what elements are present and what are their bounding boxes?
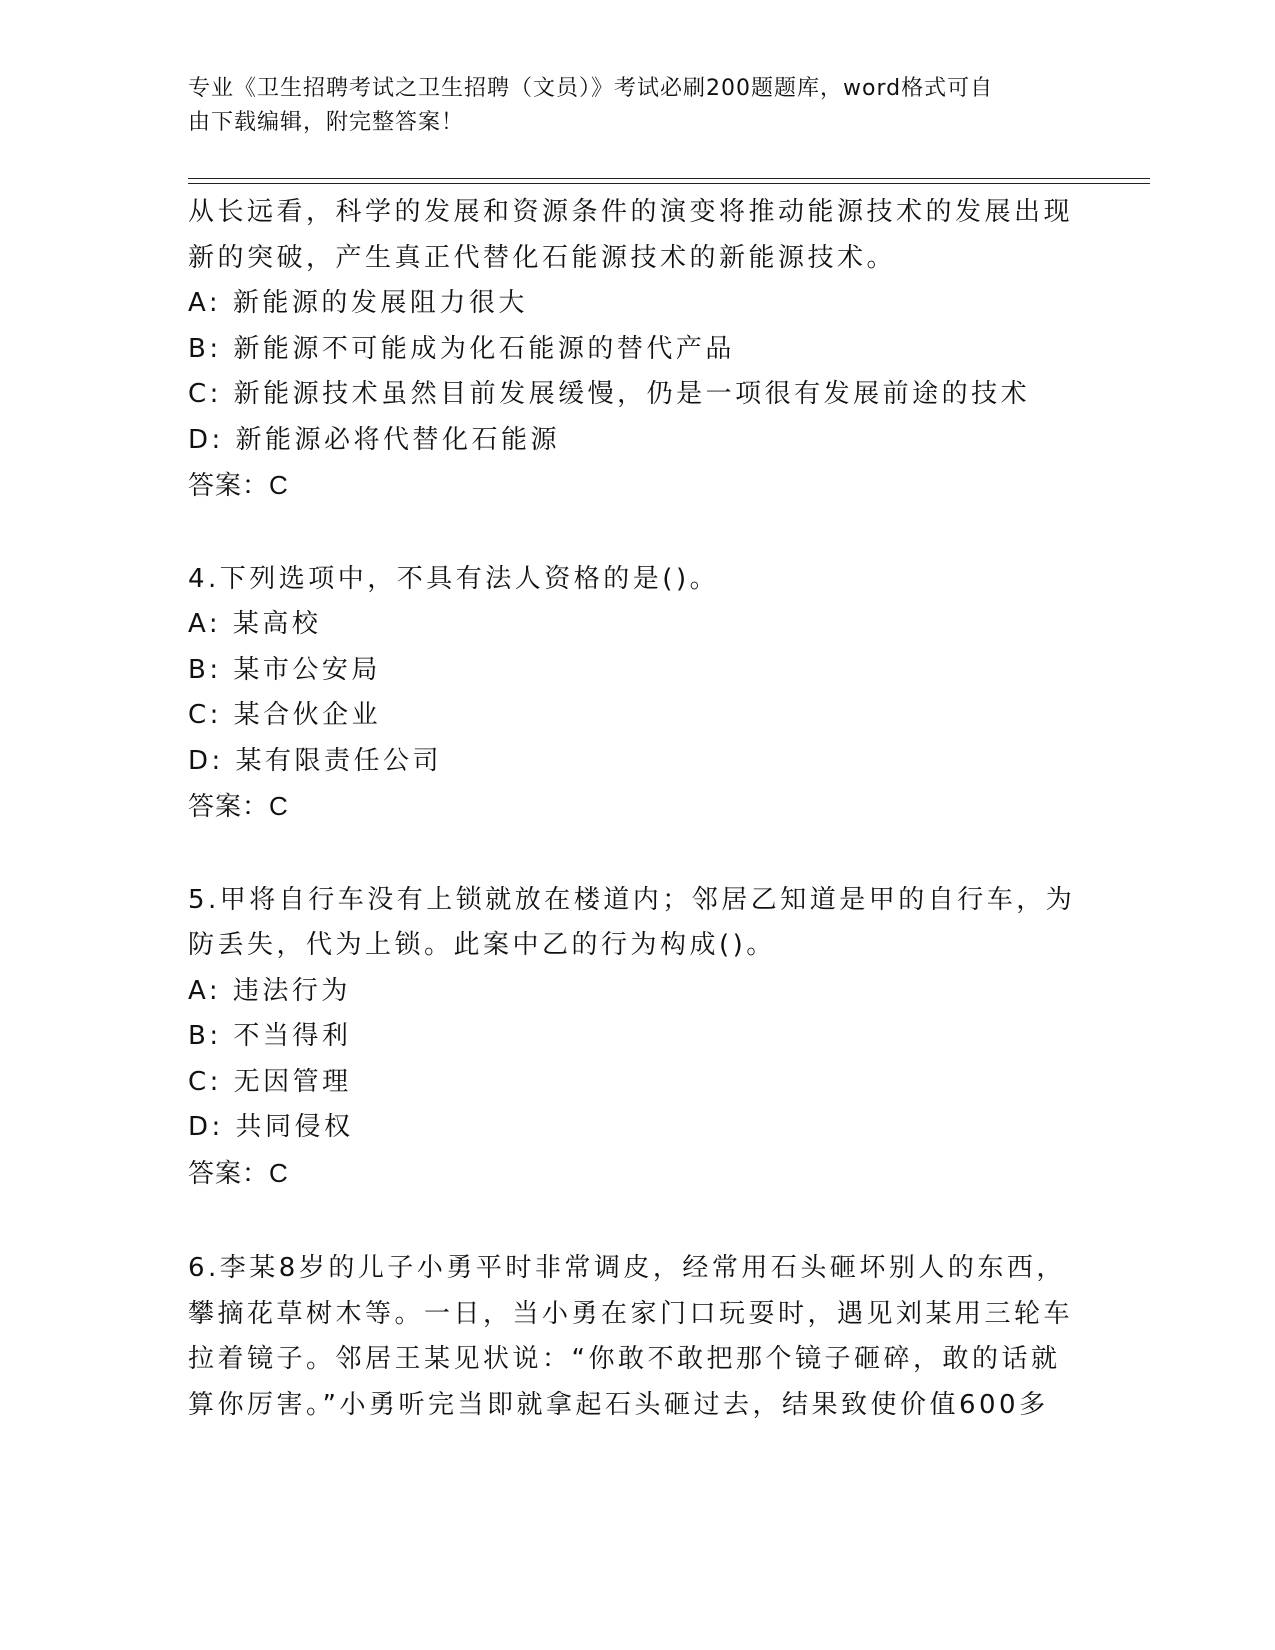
question-spacer — [188, 1196, 1078, 1246]
question-spacer — [188, 509, 1078, 557]
option-b: B: 某市公安局 — [188, 654, 381, 685]
answer-line: 答案：C — [188, 470, 289, 500]
question-spacer — [188, 830, 1078, 878]
question-6 — [188, 1246, 1078, 1428]
option-d: D: 某有限责任公司 — [188, 745, 443, 776]
option-b: B: 不当得利 — [188, 1021, 352, 1051]
option-c: C: 无因管理 — [188, 1066, 352, 1097]
question-3 — [188, 190, 1078, 509]
document-header — [188, 72, 1068, 140]
header-title-line-1: 专业《卫生招聘考试之卫生招聘（文员）》考试必刷200题题库，word格式可自 — [188, 76, 994, 101]
answer-line: 答案：C — [188, 1157, 289, 1188]
question-stem-line: 新的突破，产生真正代替化石能源技术的新能源技术。 — [188, 242, 897, 273]
question-stem-line: 攀摘花草树木等。一日，当小勇在家门口玩耍时，遇见刘某用三轮车 — [188, 1298, 1074, 1329]
question-stem-line: 5.甲将自行车没有上锁就放在楼道内；邻居乙知道是甲的自行车，为 — [188, 884, 1076, 915]
question-stem-line: 从长远看，科学的发展和资源条件的演变将推动能源技术的发展出现 — [188, 197, 1074, 227]
option-c: C: 某合伙企业 — [188, 700, 382, 730]
question-stem-line: 算你厉害。”小勇听完当即就拿起石头砸过去，结果致使价值600多 — [188, 1389, 1049, 1420]
option-a: A: 违法行为 — [188, 975, 351, 1006]
question-stem-line: 4.下列选项中，不具有法人资格的是()。 — [188, 563, 720, 594]
option-b: B: 新能源不可能成为化石能源的替代产品 — [188, 333, 735, 364]
question-stem-line: 6.李某8岁的儿子小勇平时非常调皮，经常用石头砸坏别人的东西， — [188, 1253, 1066, 1283]
question-5 — [188, 878, 1078, 1197]
option-a: A: 新能源的发展阻力很大 — [188, 288, 528, 318]
header-title-line-2: 由下载编辑，附完整答案！ — [188, 110, 465, 135]
header-divider-bottom — [188, 183, 1150, 184]
question-stem-line: 拉着镜子。邻居王某见状说：“你敢不敢把那个镜子砸碎，敢的话就 — [188, 1344, 1061, 1374]
header-divider-top — [188, 178, 1150, 179]
question-stem-line: 防丢失，代为上锁。此案中乙的行为构成()。 — [188, 930, 776, 960]
question-4 — [188, 557, 1078, 830]
option-d: D: 共同侵权 — [188, 1112, 354, 1142]
option-c: C: 新能源技术虽然目前发展缓慢，仍是一项很有发展前途的技术 — [188, 379, 1031, 409]
answer-line: 答案：C — [188, 791, 289, 821]
option-a: A: 某高校 — [188, 609, 322, 639]
option-d: D: 新能源必将代替化石能源 — [188, 424, 561, 455]
question-list — [188, 190, 1078, 1428]
